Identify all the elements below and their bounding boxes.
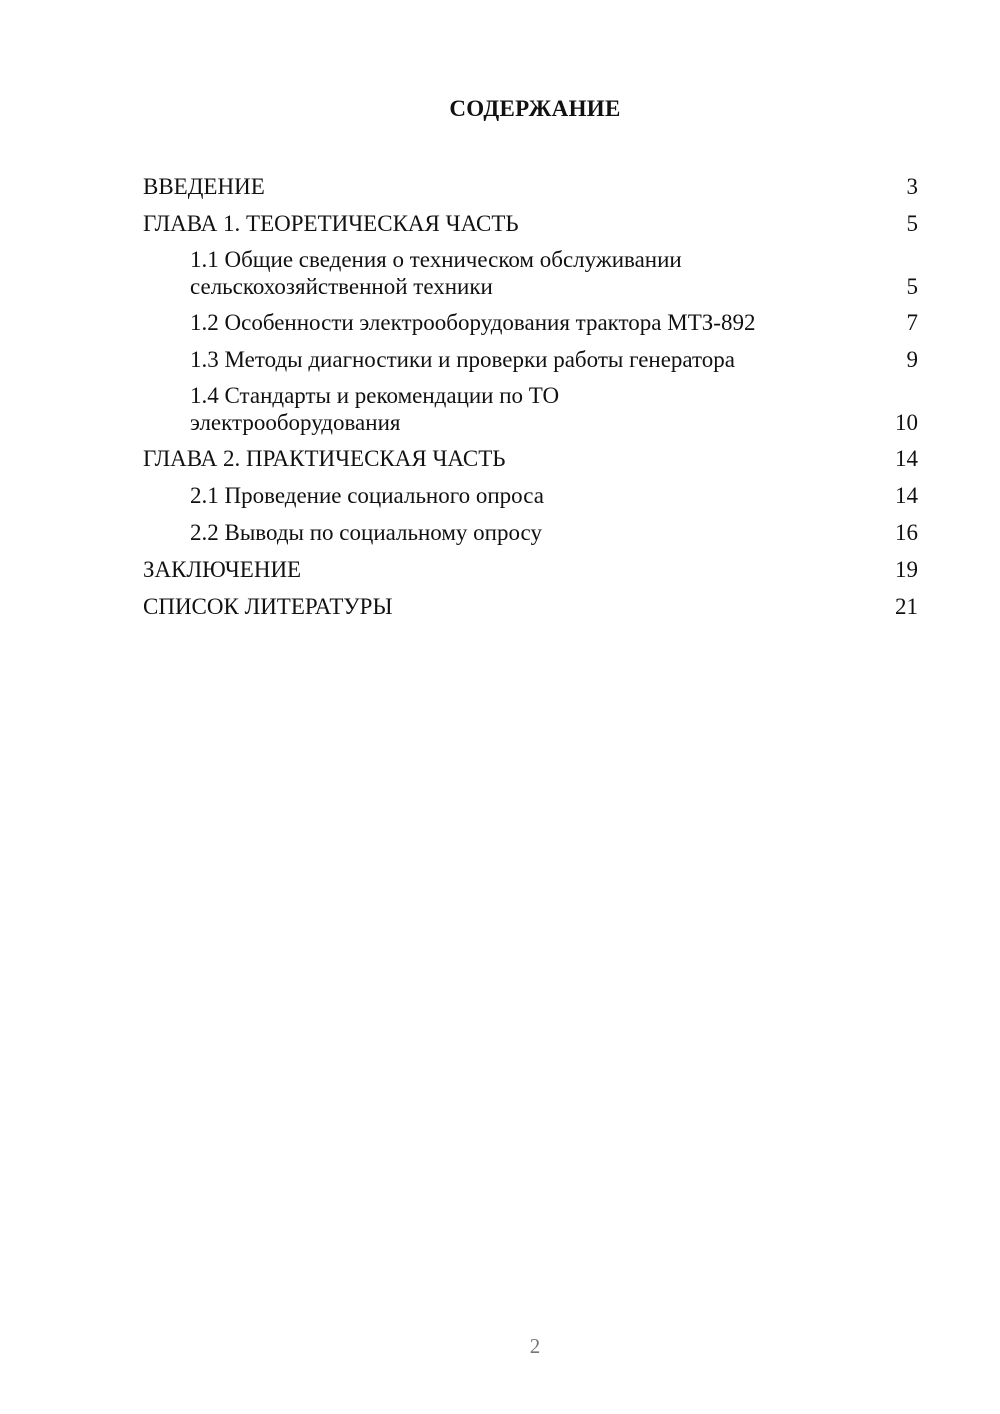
toc-entry-label-line-1: 1.1 Общие сведения о техническом обслуживании <box>190 247 682 272</box>
toc-entry-label-line-2: электрооборудования <box>190 410 401 435</box>
toc-entry-label: ГЛАВА 2. ПРАКТИЧЕСКАЯ ЧАСТЬ <box>143 446 506 471</box>
table-of-contents <box>143 168 918 625</box>
toc-entry-chapter-2[interactable] <box>143 440 918 477</box>
toc-entry-label-line-1: 1.4 Стандарты и рекомендации по ТО <box>190 383 560 408</box>
toc-entry-page: 14 <box>895 483 918 508</box>
toc-entry-page: 5 <box>906 274 918 299</box>
toc-entry-page: 10 <box>895 410 918 435</box>
toc-entry-conclusion[interactable] <box>143 551 918 588</box>
toc-entry-page: 7 <box>906 310 918 335</box>
toc-entry-page: 19 <box>895 557 918 582</box>
toc-entry-label: 1.2 Особенности электрооборудования трактора МТЗ-892 <box>190 310 756 335</box>
toc-entry-section-1-4[interactable] <box>143 378 918 440</box>
toc-entry-label <box>190 382 895 436</box>
toc-entry-label <box>190 246 907 300</box>
toc-entry-introduction[interactable] <box>143 168 918 205</box>
toc-entry-section-2-2[interactable] <box>143 514 918 551</box>
toc-entry-label: 1.3 Методы диагностики и проверки работы генератора <box>190 347 736 372</box>
toc-entry-section-1-3[interactable] <box>143 341 918 378</box>
toc-entry-label: 2.2 Выводы по социальному опросу <box>190 520 542 545</box>
toc-entry-label: ЗАКЛЮЧЕНИЕ <box>143 557 302 582</box>
toc-entry-section-1-1[interactable] <box>143 242 918 304</box>
toc-entry-page: 14 <box>895 446 918 471</box>
toc-entry-page: 16 <box>895 520 918 545</box>
toc-entry-page: 9 <box>906 347 918 372</box>
toc-entry-label: 2.1 Проведение социального опроса <box>190 483 544 508</box>
toc-entry-label: ВВЕДЕНИЕ <box>143 174 265 199</box>
page-number: 2 <box>529 1334 541 1358</box>
toc-entry-label-line-2: сельскохозяйственной техники <box>190 274 493 299</box>
toc-entry-section-2-1[interactable] <box>143 477 918 514</box>
toc-entry-page: 5 <box>906 211 918 236</box>
toc-entry-section-1-2[interactable] <box>143 304 918 341</box>
toc-entry-page: 21 <box>895 594 918 619</box>
toc-title: СОДЕРЖАНИЕ <box>449 96 621 121</box>
toc-entry-label: ГЛАВА 1. ТЕОРЕТИЧЕСКАЯ ЧАСТЬ <box>143 211 519 236</box>
toc-entry-page: 3 <box>906 174 918 199</box>
toc-entry-references[interactable] <box>143 588 918 625</box>
toc-entry-chapter-1[interactable] <box>143 205 918 242</box>
toc-entry-label: СПИСОК ЛИТЕРАТУРЫ <box>143 594 393 619</box>
